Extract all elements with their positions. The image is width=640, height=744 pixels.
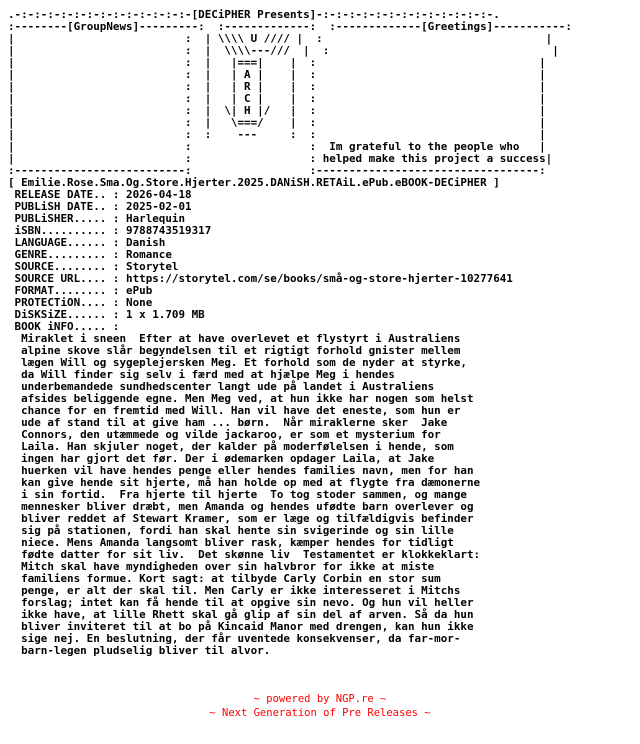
box-row: | : | \\\\ U //// | : | [8, 32, 553, 45]
description-line: underbemandede sundhedscenter langt ude på landet i Australiens [8, 380, 435, 393]
description-line: i sin fortid. Fra hjerte til hjerte To tog stoder sammen, og mange [8, 488, 467, 501]
nfo-document: .-:-:-:-:-:-:-:-:-:-:-:-:-:-[DECiPHER Presents]-:-:-:-:-:-:-:-:-:-:-:-:-:-. :--------[GroupNews]---------: :-------------: :-------------[Greetings]-----------: | : | \\\\ U //// | : | | : | \\\\---/// | : | | : | |===| | : | | : | | A | | : | | : | | R | | : | | : | | C | | : | | : | \| H |/ | : | | : | \===/ | : | | : : --- : : | | : : Im grateful to the people who | | : : helped make this project a success| :--------------------------: :----------------------------------: [ Emilie.Rose.Sma.Og.Store.Hjerter.2025.DANiSH.RETAiL.ePub.eBOOK-DECiPHER ] RELEASE DATE.. : 2026-04-18 PUBLiSH DATE.. : 2025-02-01 PUBLiSHER..... : Harlequin iSBN.......... : 9788743519317 LANGUAGE...... : Danish GENRE......... : Romance SOURCE........ : Storytel SOURCE URL.... : https://storytel.com/se/books/små-og-store-hjerter-10277641 FORMAT........ : ePub PROTECTiON.... : None DiSKSiZE...... : 1 x 1.709 MB BOOK iNFO..... : Miraklet i sneen Efter at have overlevet et flystyrt i Australiens alpine skove slår begyndelsen til et rigtigt forhold gnister mellem lægen Will og sygeplejersken Meg. Et forhold som de nyder at styrke, da Will finder sig selv i færd med at hjælpe Meg i hendes underbemandede sundhedscenter langt ude på landet i Australiens afsides beliggende egne. Men Meg ved, at hun ikke har nogen som helst chance for en fremtid med Will. Han vil have det eneste, som hun er ude af stand til at give ham ... børn. Når miraklerne sker Jake Connors, den utæmmede og vilde jackaroo, er som et mysterium for Laila. Han skjuler noget, der kalder på moderfølelsen i hende, som ingen har gjort det før. Der i ødemarken opdager Laila, at Jake huerken vil have hendes penge eller hendes families navn, men for han kan give hende sit hjerte, må han holde op med at flygte fra dæmonerne i sin fortid. Fra hjerte til hjerte To tog stoder sammen, og mange mennesker bliver dræbt, men Amanda og hendes ufødte barn overlever og bliver reddet af Stewart Kramer, som er læge og tilfældigvis befinder sig på stationen, fordi han skal hente sin svigerinde og sin lille niece. Mens Amanda langsomt bliver rask, kæmper hendes for tidligt fødte datter for sit liv. Det skønne liv Testamentet er klokkeklart: Mitch skal have myndigheden over sin halvbror for ikke at miste familiens formue. Kort sagt: at tilbyde Carly Corbin en stor sum penge, er alt der skal til. Men Carly er ikke interesseret i Mitchs forslag; intet kan få hende til at opgive sin nevo. Og hun vil heller ikke have, at lille Rhett skal gå glip af sin del af arven. Så da hun bliver inviteret til at bo på Kincaid Manor med drengen, kan hun ikke sige nej. En beslutning, der får uventede konsekvenser, da far-mor- barn-legen pludselig bliver til alvor. [8, 8, 572, 657]
description-line: penge, er alt der skal til. Men Carly er ikke interesseret i Mitchs [8, 584, 461, 597]
box-row: | : | \| H |/ | : | [8, 104, 546, 117]
description-line: forslag; intet kan få hende til at opgive sin nevo. Og hun vil heller [8, 596, 474, 609]
description-line: Mitch skal have myndigheden over sin halvbror for ikke at miste [8, 560, 435, 573]
description-line: Miraklet i sneen Efter at have overlevet et flystyrt i Australiens [8, 332, 461, 345]
description-line: mennesker bliver dræbt, men Amanda og hendes ufødte barn overlever og [8, 500, 474, 513]
info-source: SOURCE........ : Storytel [8, 260, 179, 273]
description-line: chance for en fremtid med Will. Han vil have det eneste, som hun er [8, 404, 461, 417]
box-top-border: :--------[ [8, 20, 74, 33]
description-line: Laila. Han skjuler noget, der kalder på moderfølelsen i hende, som [8, 440, 454, 453]
description-line: bliver reddet af Stewart Kramer, som er læge og tilfældigvis befinder [8, 512, 474, 525]
box-row: | : | \\\\---/// | : | [8, 44, 559, 57]
nfo-header-border: .-:-:-:-:-:-:-:-:-:-:-:-:-:-[ [8, 8, 199, 21]
info-protection: PROTECTiON.... : None [8, 296, 153, 309]
box-row: | : | |===| | : | [8, 56, 546, 69]
box-row: | : : --- : : | [8, 128, 546, 141]
release-name-line: [ [8, 176, 22, 189]
description-line: Connors, den utæmmede og vilde jackaroo, er som et mysterium for [8, 428, 441, 441]
info-isbn: iSBN.......... : 9788743519317 [8, 224, 212, 237]
info-release-date: RELEASE DATE.. : 2026-04-18 [8, 188, 192, 201]
greetings-text-1: Im grateful to the people who [329, 140, 520, 153]
description-line: ingen har gjort det før. Der i ødemarken opdager Laila, at Jake [8, 452, 435, 465]
box-row: | : | | R | | : | [8, 80, 546, 93]
greetings-label: Greetings [427, 20, 487, 33]
footer-powered-by: ~ powered by NGP.re ~ [253, 693, 387, 705]
greetings-row: | : : [8, 152, 323, 165]
nfo-title: DECiPHER Presents [198, 8, 310, 21]
description-line: familiens formue. Kort sagt: at tilbyde Carly Corbin en stor sum [8, 572, 441, 585]
info-genre: GENRE......... : Romance [8, 248, 172, 261]
description-line: lægen Will og sygeplejersken Meg. Et forhold som de nyder at styrke, [8, 356, 467, 369]
info-publish-date: PUBLiSH DATE.. : 2025-02-01 [8, 200, 192, 213]
info-publisher: PUBLiSHER..... : Harlequin [8, 212, 186, 225]
box-row: | : | | A | | : | [8, 68, 546, 81]
description-line: alpine skove slår begyndelsen til et rigtigt forhold gnister mellem [8, 344, 461, 357]
description-line: fødte datter for sit liv. Det skønne liv Testamentet er klokkeklart: [8, 548, 481, 561]
release-name: Emilie.Rose.Sma.Og.Store.Hjerter.2025.DANiSH.RETAiL.ePub.eBOOK-DECiPHER [21, 176, 487, 189]
description-line: ikke have, at lille Rhett skal gå glip af sin del af arven. Så da hun [8, 608, 474, 621]
info-language: LANGUAGE...... : Danish [8, 236, 166, 249]
box-bottom-border: :--------------------------: :----------------------------------: [8, 164, 546, 177]
description-line: niece. Mens Amanda langsomt bliver rask, kæmper hendes for tidligt [8, 536, 454, 549]
description-line: afsides beliggende egne. Men Meg ved, at hun ikke har nogen som helst [8, 392, 474, 405]
group-news-label: GroupNews [73, 20, 133, 33]
description-line: huerken vil have hendes penge eller hendes families navn, men for han [8, 464, 474, 477]
footer-tagline: ~ Next Generation of Pre Releases ~ [209, 707, 431, 719]
info-book-info: BOOK iNFO..... : [8, 320, 120, 333]
greetings-text-2: helped make this project a success [322, 152, 546, 165]
description-line: bliver inviteret til at bo på Kincaid Manor med drengen, kan hun ikke [8, 620, 474, 633]
description-line: ude af stand til at give ham ... børn. Når miraklerne sker Jake [8, 416, 448, 429]
box-row: | : | | C | | : | [8, 92, 546, 105]
description-line: kan give hende sit hjerte, må han holde op med at flygte fra dæmonerne [8, 476, 481, 489]
description-line: da Will finder sig selv i færd med at hjælpe Meg i hendes [8, 368, 395, 381]
description-line: sige nej. En beslutning, der får uventede konsekvenser, da far-mor- [8, 632, 461, 645]
info-format: FORMAT........ : ePub [8, 284, 153, 297]
greetings-row: | : : [8, 140, 330, 153]
box-row: | : | \===/ | : | [8, 116, 546, 129]
info-disksize: DiSKSiZE...... : 1 x 1.709 MB [8, 308, 205, 321]
info-source-url: SOURCE URL.... : https://storytel.com/se/books/små-og-store-hjerter-10277641 [8, 272, 513, 285]
description-line: barn-legen pludselig bliver til alvor. [8, 644, 271, 657]
description-line: sig på stationen, fordi han skal hente sin svigerinde og sin lille [8, 524, 454, 537]
